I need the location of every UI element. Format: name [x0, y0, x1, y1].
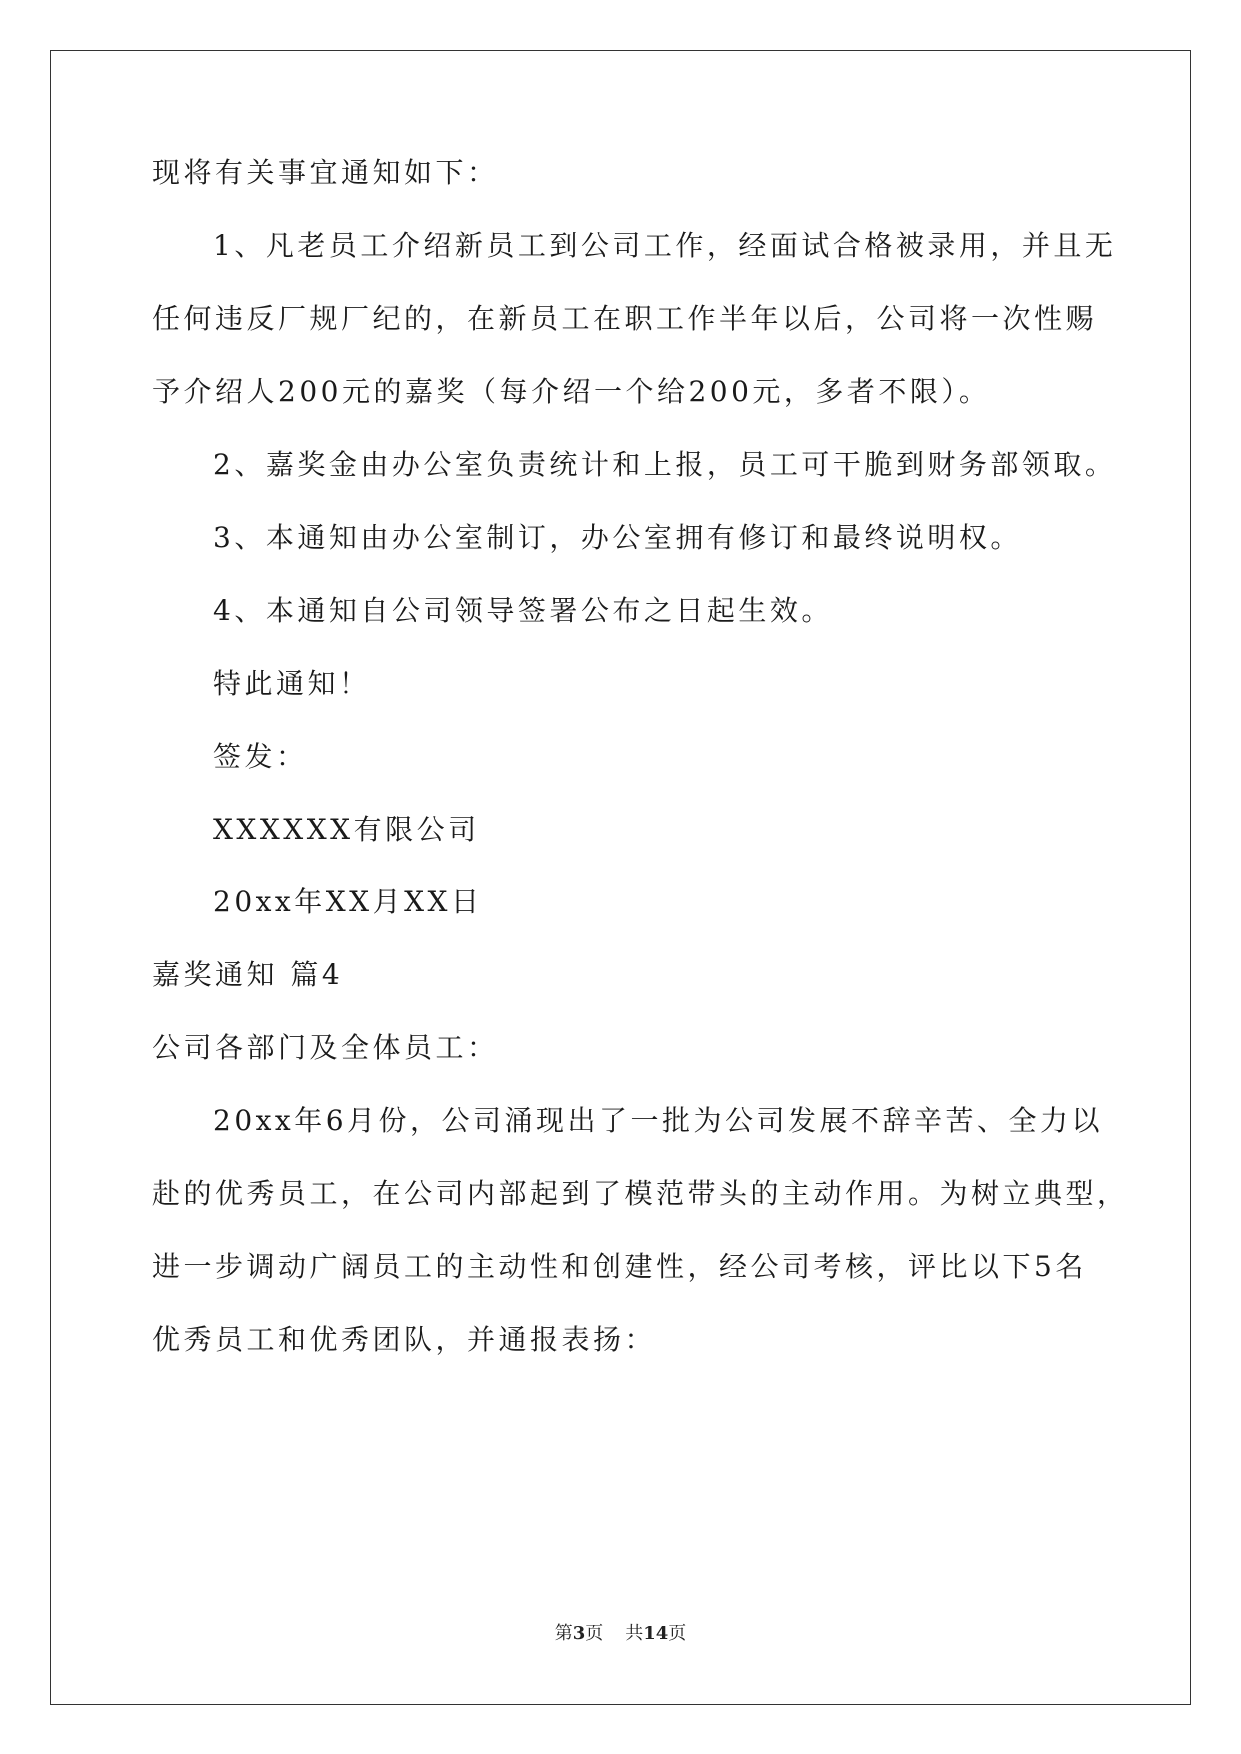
document-line: 优秀员工和优秀团队，并通报表扬：	[152, 1323, 657, 1356]
document-line: 赴的优秀员工，在公司内部起到了模范带头的主动作用。为树立典型，	[152, 1177, 1129, 1210]
document-line: 3、本通知由办公室制订，办公室拥有修订和最终说明权。	[213, 521, 1022, 554]
document-line: 现将有关事宜通知如下：	[152, 156, 499, 189]
footer-page-suffix: 页	[585, 1623, 604, 1644]
section-heading: 嘉奖通知 篇4	[152, 958, 344, 991]
footer-prefix: 第	[554, 1623, 573, 1644]
document-line: 2、嘉奖金由办公室负责统计和上报，员工可干脆到财务部领取。	[213, 448, 1117, 481]
document-line: 4、本通知自公司领导签署公布之日起生效。	[213, 594, 833, 627]
footer-total-prefix: 共	[625, 1623, 644, 1644]
document-line: 进一步调动广阔员工的主动性和创建性，经公司考核，评比以下5名	[152, 1250, 1087, 1283]
document-line: XXXXXX有限公司	[213, 813, 480, 846]
document-line: 公司各部门及全体员工：	[152, 1031, 499, 1064]
document-line: 签发：	[213, 740, 308, 773]
document-line: 20xx年XX月XX日	[213, 885, 483, 918]
document-line: 予介绍人200元的嘉奖（每介绍一个给200元，多者不限）。	[152, 375, 991, 408]
page-footer	[0, 1622, 1241, 1646]
document-line: 1、凡老员工介绍新员工到公司工作，经面试合格被录用，并且无	[213, 229, 1117, 262]
footer-total-suffix: 页	[668, 1623, 687, 1644]
total-pages-number: 14	[643, 1623, 669, 1644]
document-line: 特此通知！	[213, 667, 371, 700]
document-line: 20xx年6月份，公司涌现出了一批为公司发展不辞辛苦、全力以	[213, 1104, 1104, 1137]
current-page-number: 3	[572, 1623, 586, 1644]
document-line: 任何违反厂规厂纪的，在新员工在职工作半年以后，公司将一次性赐	[152, 302, 1098, 335]
